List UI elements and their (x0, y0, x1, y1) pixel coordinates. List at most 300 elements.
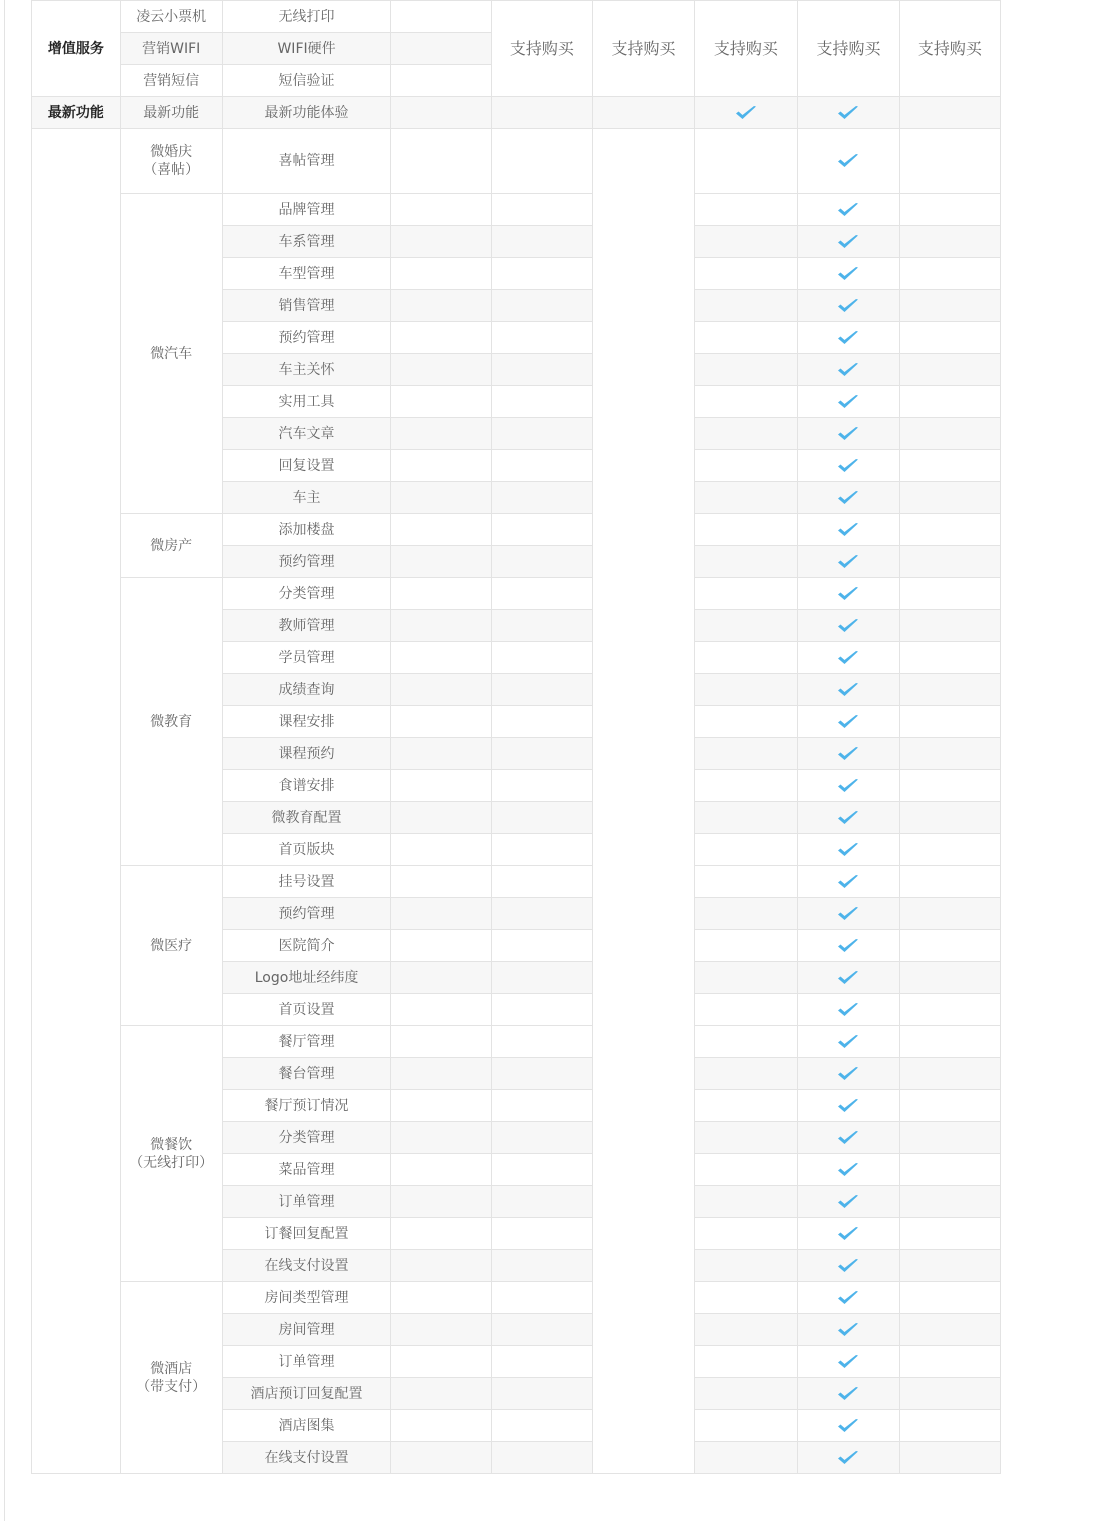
feature-cell: 房间管理 (222, 1314, 391, 1346)
checkmark-icon (837, 1194, 859, 1210)
checkmark-icon (837, 522, 859, 538)
plan-check-cell (797, 194, 899, 226)
plan-cell (491, 1218, 593, 1250)
checkmark-icon (837, 1002, 859, 1018)
checkmark-icon (837, 362, 859, 378)
plan-cell (391, 1314, 491, 1346)
plan-cell (694, 1058, 797, 1090)
feature-cell: 车系管理 (222, 226, 391, 258)
buy-support-cell: 支持购买 (797, 1, 899, 97)
plan-cell (391, 33, 491, 65)
plan-check-cell (797, 674, 899, 706)
plan-cell (694, 1410, 797, 1442)
plan-cell (391, 1154, 491, 1186)
plan-check-cell (797, 962, 899, 994)
plan-cell (900, 1346, 1001, 1378)
plan-cell (694, 1282, 797, 1314)
plan-cell (391, 226, 491, 258)
plan-cell (900, 418, 1001, 450)
plan-check-cell (694, 97, 797, 129)
plan-cell (900, 1442, 1001, 1474)
checkmark-icon (837, 426, 859, 442)
plan-check-cell (797, 738, 899, 770)
plan-cell (694, 1314, 797, 1346)
plan-cell (694, 482, 797, 514)
plan-cell (900, 802, 1001, 834)
plan-cell (900, 386, 1001, 418)
plan-cell (694, 642, 797, 674)
plan-check-cell (797, 994, 899, 1026)
plan-cell (391, 962, 491, 994)
plan-cell (491, 1250, 593, 1282)
plan-cell (694, 194, 797, 226)
plan-cell (694, 578, 797, 610)
checkmark-icon (837, 202, 859, 218)
plan-check-cell (797, 1186, 899, 1218)
plan-cell (491, 386, 593, 418)
checkmark-icon (837, 970, 859, 986)
plan-cell (900, 194, 1001, 226)
checkmark-icon (837, 1290, 859, 1306)
feature-cell: 添加楼盘 (222, 514, 391, 546)
plan-cell (900, 546, 1001, 578)
feature-cell: 挂号设置 (222, 866, 391, 898)
plan-cell (900, 1026, 1001, 1058)
plan-cell (900, 1154, 1001, 1186)
checkmark-icon (837, 1354, 859, 1370)
plan-cell (900, 290, 1001, 322)
plan-cell (694, 1218, 797, 1250)
plan-cell (694, 386, 797, 418)
group-cell: 最新功能 (120, 97, 222, 129)
plan-cell (900, 97, 1001, 129)
group-cell: 营销短信 (120, 65, 222, 97)
plan-check-cell (797, 1218, 899, 1250)
plan-cell (491, 482, 593, 514)
group-cell (120, 129, 222, 194)
plan-check-cell (797, 546, 899, 578)
plan-cell (694, 322, 797, 354)
plan-cell (900, 1058, 1001, 1090)
plan-cell (391, 290, 491, 322)
plan-cell (491, 97, 593, 129)
plan-cell (900, 770, 1001, 802)
checkmark-icon (837, 490, 859, 506)
plan-check-cell (797, 834, 899, 866)
plan-check-cell (797, 290, 899, 322)
feature-cell: 在线支付设置 (222, 1442, 391, 1474)
plan-cell (694, 546, 797, 578)
plan-check-cell (797, 482, 899, 514)
plan-check-cell (797, 1154, 899, 1186)
plan-cell (900, 258, 1001, 290)
plan-check-cell (797, 866, 899, 898)
group-name-line: （喜帖） (143, 162, 200, 178)
plan-cell (491, 738, 593, 770)
plan-check-cell (797, 1314, 899, 1346)
group-cell (120, 1026, 222, 1282)
checkmark-icon (837, 1098, 859, 1114)
plan-cell (593, 129, 695, 1474)
buy-support-cell: 支持购买 (491, 1, 593, 97)
checkmark-icon (837, 1450, 859, 1466)
plan-cell (694, 610, 797, 642)
plan-cell (491, 1122, 593, 1154)
feature-cell: 品牌管理 (222, 194, 391, 226)
plan-check-cell (797, 418, 899, 450)
checkmark-icon (837, 1418, 859, 1434)
feature-cell: 首页版块 (222, 834, 391, 866)
left-border-line (4, 0, 5, 1521)
feature-cell: 车主 (222, 482, 391, 514)
plan-cell (491, 418, 593, 450)
plan-cell (391, 1218, 491, 1250)
plan-cell (491, 1154, 593, 1186)
plan-cell (900, 1378, 1001, 1410)
feature-cell: 无线打印 (222, 1, 391, 33)
plan-cell (491, 1410, 593, 1442)
checkmark-icon (837, 810, 859, 826)
group-name-line: 微汽车 (150, 345, 193, 362)
plan-cell (694, 1346, 797, 1378)
table-row (32, 866, 1100, 898)
plan-check-cell (797, 1250, 899, 1282)
category-cell: 最新功能 (32, 97, 121, 129)
plan-cell (391, 1090, 491, 1122)
plan-cell (491, 1026, 593, 1058)
plan-cell (391, 450, 491, 482)
plan-cell (491, 1090, 593, 1122)
plan-cell (593, 97, 695, 129)
group-cell (120, 578, 222, 866)
plan-cell (900, 706, 1001, 738)
plan-cell (391, 994, 491, 1026)
plan-check-cell (797, 258, 899, 290)
plan-cell (694, 962, 797, 994)
feature-cell: 实用工具 (222, 386, 391, 418)
checkmark-icon (837, 842, 859, 858)
plan-cell (694, 129, 797, 194)
plan-cell (900, 226, 1001, 258)
checkmark-icon (837, 554, 859, 570)
plan-cell (694, 290, 797, 322)
plan-check-cell (797, 930, 899, 962)
plan-check-cell (797, 226, 899, 258)
plan-cell (491, 546, 593, 578)
plan-check-cell (797, 1410, 899, 1442)
plan-cell (391, 738, 491, 770)
plan-cell (900, 450, 1001, 482)
plan-check-cell (797, 898, 899, 930)
plan-cell (491, 194, 593, 226)
plan-cell (391, 866, 491, 898)
feature-cell: 医院简介 (222, 930, 391, 962)
feature-cell: 酒店预订回复配置 (222, 1378, 391, 1410)
checkmark-icon (837, 298, 859, 314)
checkmark-icon (735, 105, 757, 121)
plan-cell (391, 706, 491, 738)
feature-cell: 餐台管理 (222, 1058, 391, 1090)
plan-check-cell (797, 322, 899, 354)
checkmark-icon (837, 394, 859, 410)
plan-cell (491, 994, 593, 1026)
table-row (32, 1026, 1100, 1058)
plan-cell (491, 898, 593, 930)
group-cell (120, 194, 222, 514)
plan-cell (900, 834, 1001, 866)
plan-cell (491, 706, 593, 738)
plan-cell (694, 866, 797, 898)
plan-cell (491, 514, 593, 546)
checkmark-icon (837, 1322, 859, 1338)
group-name-line: （无线打印） (129, 1154, 214, 1171)
feature-cell: 预约管理 (222, 546, 391, 578)
plan-cell (900, 962, 1001, 994)
feature-cell: 课程预约 (222, 738, 391, 770)
plan-cell (900, 898, 1001, 930)
checkmark-icon (837, 586, 859, 602)
feature-cell: 喜帖管理 (222, 129, 391, 194)
feature-cell: 分类管理 (222, 578, 391, 610)
plan-cell (694, 1026, 797, 1058)
plan-cell (694, 994, 797, 1026)
group-cell: 凌云小票机 (120, 1, 222, 33)
table-row (32, 514, 1100, 546)
checkmark-icon (837, 1386, 859, 1402)
plan-check-cell (797, 129, 899, 194)
table-row (32, 194, 1100, 226)
plan-check-cell (797, 354, 899, 386)
group-name-line: 微医疗 (150, 937, 193, 954)
plan-cell (491, 1058, 593, 1090)
feature-cell: 回复设置 (222, 450, 391, 482)
plan-cell (694, 898, 797, 930)
plan-cell (391, 1250, 491, 1282)
plan-cell (491, 1378, 593, 1410)
plan-cell (900, 610, 1001, 642)
plan-check-cell (797, 1026, 899, 1058)
plan-check-cell (797, 1442, 899, 1474)
checkmark-icon (837, 1162, 859, 1178)
group-name-line: 微餐饮 (150, 1136, 193, 1153)
plan-cell (900, 482, 1001, 514)
plan-cell (491, 258, 593, 290)
plan-cell (391, 1346, 491, 1378)
plan-cell (694, 354, 797, 386)
plan-cell (694, 1154, 797, 1186)
buy-support-cell: 支持购买 (694, 1, 797, 97)
plan-cell (694, 1250, 797, 1282)
plan-cell (391, 1282, 491, 1314)
feature-cell: 微教育配置 (222, 802, 391, 834)
plan-check-cell (797, 1058, 899, 1090)
table-row (32, 97, 1100, 129)
feature-cell: 车主关怀 (222, 354, 391, 386)
group-name-line: 微酒店 (150, 1360, 193, 1377)
feature-cell: WIFI硬件 (222, 33, 391, 65)
plan-cell (391, 482, 491, 514)
plan-cell (391, 610, 491, 642)
plan-cell (391, 1058, 491, 1090)
checkmark-icon (837, 458, 859, 474)
plan-check-cell (797, 1378, 899, 1410)
feature-cell: 汽车文章 (222, 418, 391, 450)
plan-cell (694, 802, 797, 834)
feature-cell: 酒店图集 (222, 1410, 391, 1442)
checkmark-icon (837, 938, 859, 954)
plan-cell (694, 1378, 797, 1410)
plan-check-cell (797, 386, 899, 418)
plan-check-cell (797, 1282, 899, 1314)
plan-cell (694, 770, 797, 802)
plan-check-cell (797, 1346, 899, 1378)
plan-cell (900, 129, 1001, 194)
plan-cell (391, 514, 491, 546)
feature-cell: Logo地址经纬度 (222, 962, 391, 994)
category-cell: 增值服务 (32, 1, 121, 97)
feature-cell: 教师管理 (222, 610, 391, 642)
feature-cell: 餐厅预订情况 (222, 1090, 391, 1122)
plan-cell (391, 386, 491, 418)
table-row (32, 1, 1100, 33)
plan-cell (491, 1314, 593, 1346)
checkmark-icon (837, 330, 859, 346)
feature-comparison-table (31, 0, 1100, 1474)
plan-cell (391, 674, 491, 706)
buy-support-cell: 支持购买 (593, 1, 695, 97)
plan-cell (491, 290, 593, 322)
plan-cell (491, 930, 593, 962)
checkmark-icon (837, 153, 859, 169)
plan-cell (900, 866, 1001, 898)
feature-cell: 成绩查询 (222, 674, 391, 706)
plan-cell (900, 1282, 1001, 1314)
plan-cell (900, 674, 1001, 706)
plan-cell (391, 65, 491, 97)
plan-cell (391, 322, 491, 354)
plan-cell (391, 1410, 491, 1442)
feature-cell: 销售管理 (222, 290, 391, 322)
plan-cell (900, 1218, 1001, 1250)
checkmark-icon (837, 906, 859, 922)
plan-cell (900, 322, 1001, 354)
plan-check-cell (797, 450, 899, 482)
plan-cell (491, 1282, 593, 1314)
group-name-line: 微房产 (150, 537, 193, 554)
plan-cell (391, 1442, 491, 1474)
feature-cell: 预约管理 (222, 898, 391, 930)
plan-check-cell (797, 514, 899, 546)
plan-cell (694, 1442, 797, 1474)
plan-cell (900, 1410, 1001, 1442)
plan-cell (491, 642, 593, 674)
plan-cell (491, 866, 593, 898)
checkmark-icon (837, 778, 859, 794)
group-name-line: 微婚庆 (150, 144, 193, 160)
plan-cell (391, 129, 491, 194)
plan-cell (491, 450, 593, 482)
plan-cell (694, 514, 797, 546)
plan-cell (491, 354, 593, 386)
feature-cell: 最新功能体验 (222, 97, 391, 129)
plan-cell (491, 226, 593, 258)
plan-cell (694, 930, 797, 962)
checkmark-icon (837, 234, 859, 250)
plan-cell (391, 1026, 491, 1058)
checkmark-icon (837, 650, 859, 666)
checkmark-icon (837, 1034, 859, 1050)
feature-cell: 菜品管理 (222, 1154, 391, 1186)
plan-cell (391, 1, 491, 33)
table-row (32, 129, 1100, 194)
buy-support-cell: 支持购买 (900, 1, 1001, 97)
plan-cell (900, 642, 1001, 674)
plan-cell (491, 834, 593, 866)
plan-cell (491, 962, 593, 994)
plan-cell (391, 770, 491, 802)
feature-cell: 订单管理 (222, 1346, 391, 1378)
plan-check-cell (797, 770, 899, 802)
plan-cell (900, 578, 1001, 610)
plan-cell (694, 226, 797, 258)
plan-cell (391, 546, 491, 578)
plan-check-cell (797, 1122, 899, 1154)
plan-cell (900, 1250, 1001, 1282)
plan-cell (694, 418, 797, 450)
plan-check-cell (797, 97, 899, 129)
plan-cell (391, 898, 491, 930)
category-cell (32, 129, 121, 1474)
plan-cell (491, 1186, 593, 1218)
plan-cell (491, 802, 593, 834)
group-cell: 营销WIFI (120, 33, 222, 65)
plan-cell (900, 994, 1001, 1026)
plan-cell (900, 1122, 1001, 1154)
plan-cell (491, 322, 593, 354)
feature-cell: 车型管理 (222, 258, 391, 290)
table-row (32, 1282, 1100, 1314)
feature-cell: 预约管理 (222, 322, 391, 354)
plan-check-cell (797, 1090, 899, 1122)
plan-cell (391, 194, 491, 226)
plan-cell (900, 1314, 1001, 1346)
feature-cell: 订餐回复配置 (222, 1218, 391, 1250)
plan-cell (900, 738, 1001, 770)
group-name-line: （带支付） (136, 1378, 207, 1395)
plan-cell (694, 450, 797, 482)
plan-cell (900, 1090, 1001, 1122)
feature-cell: 房间类型管理 (222, 1282, 391, 1314)
plan-cell (694, 738, 797, 770)
checkmark-icon (837, 1226, 859, 1242)
feature-cell: 食谱安排 (222, 770, 391, 802)
plan-cell (900, 514, 1001, 546)
checkmark-icon (837, 714, 859, 730)
plan-check-cell (797, 610, 899, 642)
plan-cell (391, 418, 491, 450)
plan-cell (491, 674, 593, 706)
plan-cell (900, 930, 1001, 962)
plan-cell (391, 1186, 491, 1218)
feature-cell: 订单管理 (222, 1186, 391, 1218)
plan-cell (694, 706, 797, 738)
plan-cell (491, 610, 593, 642)
plan-cell (391, 1378, 491, 1410)
checkmark-icon (837, 746, 859, 762)
plan-cell (391, 578, 491, 610)
plan-cell (391, 930, 491, 962)
plan-cell (491, 1346, 593, 1378)
